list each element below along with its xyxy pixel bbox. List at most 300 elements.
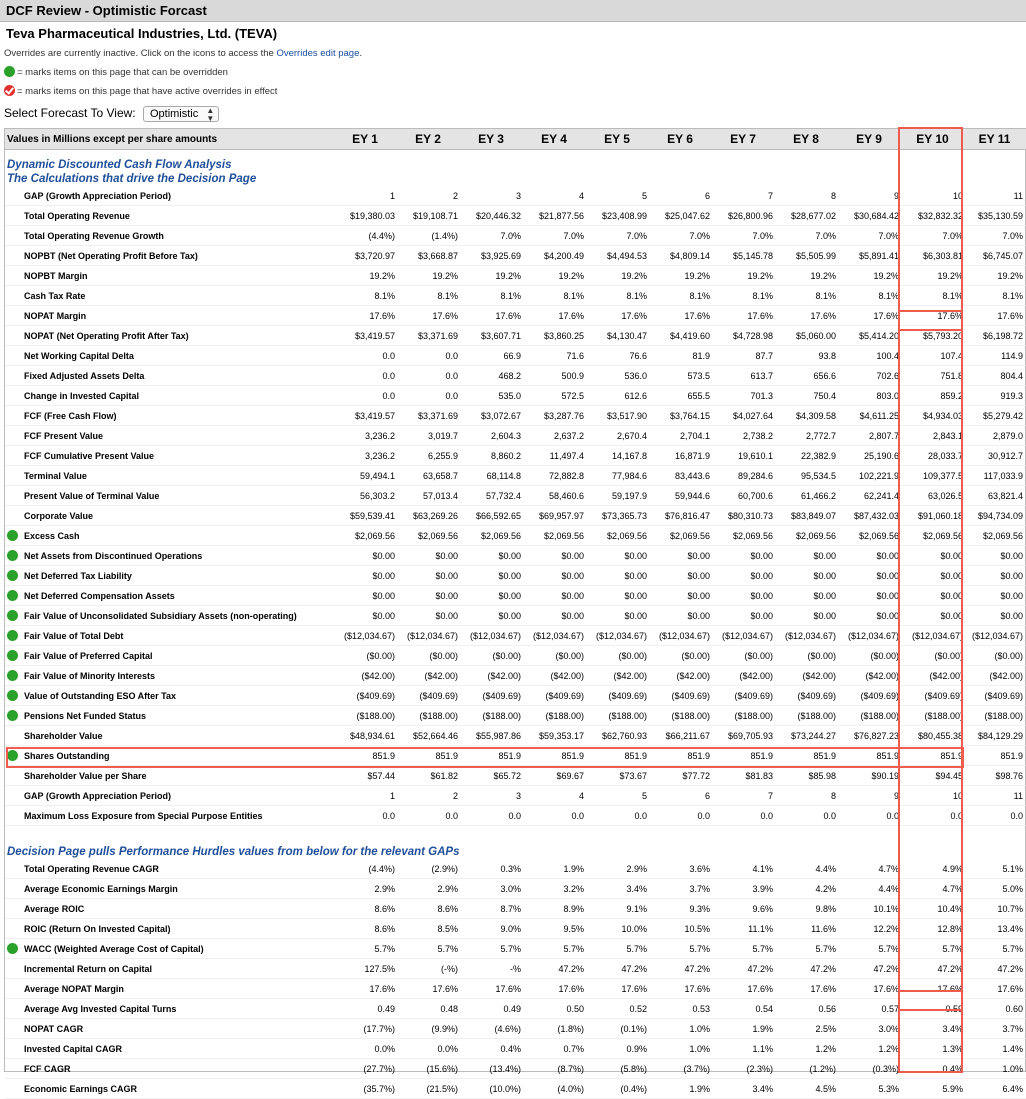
row-label-present-value-of-terminal-value xyxy=(5,486,335,506)
cell-value: $2,069.56 xyxy=(461,526,524,546)
cell-value: 0.49 xyxy=(461,999,524,1019)
cell-value: 89,284.6 xyxy=(713,466,776,486)
section1-title-row xyxy=(5,150,1026,187)
cell-value: 1.0% xyxy=(650,1019,713,1039)
cell-value: 5.3% xyxy=(839,1079,902,1099)
cell-value: ($188.00) xyxy=(335,706,398,726)
section1-title xyxy=(5,150,1026,187)
override-dot-icon[interactable] xyxy=(7,650,18,661)
company-name: Teva Pharmaceutical Industries, Ltd. (TEVA) xyxy=(6,26,278,41)
cell-value: 47.2% xyxy=(587,959,650,979)
cell-value: $84,129.29 xyxy=(966,726,1026,746)
cell-value: 81.9 xyxy=(650,346,713,366)
cell-value: ($42.00) xyxy=(902,666,966,686)
cell-value: 5.0% xyxy=(966,879,1026,899)
cell-value: 8.6% xyxy=(398,899,461,919)
row-label-text: NOPBT (Net Operating Profit Before Tax) xyxy=(24,250,198,261)
row-label-shares-outstanding xyxy=(5,746,335,766)
cell-value: 117,033.9 xyxy=(966,466,1026,486)
cell-value: 8.5% xyxy=(398,919,461,939)
cell-value: 10.1% xyxy=(839,899,902,919)
row-label-fixed-adjusted-assets-delta xyxy=(5,366,335,386)
table-row xyxy=(5,959,1026,979)
cell-value: $94.45 xyxy=(902,766,966,786)
cell-value: 9.0% xyxy=(461,919,524,939)
cell-value: 3,236.2 xyxy=(335,426,398,446)
cell-value: $4,027.64 xyxy=(713,406,776,426)
row-label-nopbt-margin xyxy=(5,266,335,286)
cell-value: ($12,034.67) xyxy=(650,626,713,646)
override-dot-icon[interactable] xyxy=(7,530,18,541)
cell-value: $0.00 xyxy=(966,566,1026,586)
cell-value: 5.7% xyxy=(902,939,966,959)
cell-value: 0.0 xyxy=(335,346,398,366)
cell-value: 851.9 xyxy=(966,746,1026,766)
cell-value: 3 xyxy=(461,186,524,206)
table-row xyxy=(5,1079,1026,1099)
cell-value: 22,382.9 xyxy=(776,446,839,466)
cell-value: $26,800.96 xyxy=(713,206,776,226)
cell-value: 0.0 xyxy=(398,386,461,406)
cell-value: $3,764.15 xyxy=(650,406,713,426)
cell-value: 468.2 xyxy=(461,366,524,386)
cell-value: $98.76 xyxy=(966,766,1026,786)
override-dot-icon[interactable] xyxy=(7,550,18,561)
cell-value: 19.2% xyxy=(524,266,587,286)
cell-value: $61.82 xyxy=(398,766,461,786)
cell-value: $0.00 xyxy=(335,546,398,566)
table-row xyxy=(5,806,1026,826)
row-label-total-operating-revenue-cagr xyxy=(5,859,335,879)
row-label-text: GAP (Growth Appreciation Period) xyxy=(24,190,172,201)
cell-value: 60,700.6 xyxy=(713,486,776,506)
cell-value: 5.7% xyxy=(713,939,776,959)
cell-value: $0.00 xyxy=(839,546,902,566)
cell-value: 0.0 xyxy=(966,806,1026,826)
cell-value: 5.9% xyxy=(902,1079,966,1099)
cell-value: 1.0% xyxy=(650,1039,713,1059)
row-label-nopat-cagr xyxy=(5,1019,335,1039)
cell-value: 0.0% xyxy=(398,1039,461,1059)
cell-value: 17.6% xyxy=(776,306,839,326)
override-dot-icon[interactable] xyxy=(7,630,18,641)
cell-value: ($0.00) xyxy=(713,646,776,666)
cell-value: 17.6% xyxy=(902,306,966,326)
cell-value: 7.0% xyxy=(966,226,1026,246)
cell-value: $4,419.60 xyxy=(650,326,713,346)
cell-value: 0.0 xyxy=(335,386,398,406)
cell-value: 87.7 xyxy=(713,346,776,366)
cell-value: $0.00 xyxy=(839,606,902,626)
cell-value: ($409.69) xyxy=(776,686,839,706)
row-label-text: NOPAT Margin xyxy=(24,310,87,321)
cell-value: 11.6% xyxy=(776,919,839,939)
row-label-invested-capital-cagr xyxy=(5,1039,335,1059)
cell-value: $0.00 xyxy=(398,546,461,566)
cell-value: 3.6% xyxy=(650,859,713,879)
override-dot-icon[interactable] xyxy=(7,750,18,761)
row-label-text: Fair Value of Total Debt xyxy=(24,630,124,641)
cell-value: 573.5 xyxy=(650,366,713,386)
cell-value: 17.6% xyxy=(587,306,650,326)
row-label-cash-tax-rate xyxy=(5,286,335,306)
cell-value: 2,772.7 xyxy=(776,426,839,446)
cell-value: ($42.00) xyxy=(398,666,461,686)
cell-value: 95,534.5 xyxy=(776,466,839,486)
cell-value: 17.6% xyxy=(966,306,1026,326)
table-row xyxy=(5,586,1026,606)
row-label-text: WACC (Weighted Average Cost of Capital) xyxy=(24,943,204,954)
cell-value: ($42.00) xyxy=(713,666,776,686)
cell-value: (4.0%) xyxy=(524,1079,587,1099)
row-label-text: Average ROIC xyxy=(24,903,85,914)
cell-value: $2,069.56 xyxy=(524,526,587,546)
cell-value: ($188.00) xyxy=(524,706,587,726)
cell-value: $35,130.59 xyxy=(966,206,1026,226)
cell-value: 66.9 xyxy=(461,346,524,366)
cell-value: 751.8 xyxy=(902,366,966,386)
cell-value: 8.9% xyxy=(524,899,587,919)
cell-value: ($188.00) xyxy=(713,706,776,726)
overrides-note xyxy=(4,48,362,59)
row-label-nopat-margin xyxy=(5,306,335,326)
cell-value: 0.0 xyxy=(398,366,461,386)
cell-value: ($0.00) xyxy=(524,646,587,666)
table-row xyxy=(5,706,1026,726)
cell-value: $2,069.56 xyxy=(650,526,713,546)
row-label-text: Total Operating Revenue Growth xyxy=(24,230,164,241)
table-row xyxy=(5,879,1026,899)
table-row xyxy=(5,766,1026,786)
row-label-shareholder-value-per-share xyxy=(5,766,335,786)
cell-value: $66,211.67 xyxy=(650,726,713,746)
cell-value: 47.2% xyxy=(524,959,587,979)
table-row xyxy=(5,939,1026,959)
cell-value: $2,069.56 xyxy=(839,526,902,546)
cell-value: 7.0% xyxy=(713,226,776,246)
cell-value: 1.2% xyxy=(839,1039,902,1059)
cell-value: 0.0 xyxy=(335,366,398,386)
cell-value: $69,705.93 xyxy=(713,726,776,746)
cell-value: ($12,034.67) xyxy=(966,626,1026,646)
row-label-shareholder-value xyxy=(5,726,335,746)
cell-value: $2,069.56 xyxy=(587,526,650,546)
cell-value: 6.4% xyxy=(966,1079,1026,1099)
cell-value: 0.56 xyxy=(776,999,839,1019)
section1-title-line1: Dynamic Discounted Cash Flow Analysis xyxy=(7,159,232,171)
cell-value: 7.0% xyxy=(839,226,902,246)
cell-value: 0.0 xyxy=(902,806,966,826)
cell-value: 8 xyxy=(776,186,839,206)
cell-value: 0.60 xyxy=(966,999,1026,1019)
row-label-gap-growth-appreciation-period xyxy=(5,786,335,806)
cell-value: ($12,034.67) xyxy=(461,626,524,646)
cell-value: -% xyxy=(461,959,524,979)
cell-value: $19,108.71 xyxy=(398,206,461,226)
row-label-terminal-value xyxy=(5,466,335,486)
cell-value: 3.0% xyxy=(839,1019,902,1039)
cell-value: (35.7%) xyxy=(335,1079,398,1099)
row-label-average-roic xyxy=(5,899,335,919)
cell-value: $23,408.99 xyxy=(587,206,650,226)
override-dot-icon[interactable] xyxy=(7,590,18,601)
cell-value: (27.7%) xyxy=(335,1059,398,1079)
row-label-text: Invested Capital CAGR xyxy=(24,1043,123,1054)
cell-value: $30,684.42 xyxy=(839,206,902,226)
cell-value: $6,198.72 xyxy=(966,326,1026,346)
cell-value: ($409.69) xyxy=(335,686,398,706)
row-label-value-of-outstanding-eso-after-tax xyxy=(5,686,335,706)
table-row xyxy=(5,726,1026,746)
row-label-excess-cash xyxy=(5,526,335,546)
cell-value: 500.9 xyxy=(524,366,587,386)
cell-value: 19.2% xyxy=(335,266,398,286)
override-dot-icon[interactable] xyxy=(7,570,18,581)
cell-value: 5.7% xyxy=(587,939,650,959)
row-label-text: Shareholder Value xyxy=(24,730,103,741)
cell-value: (1.2%) xyxy=(776,1059,839,1079)
cell-value: ($12,034.67) xyxy=(902,626,966,646)
cell-value: 0.0 xyxy=(335,806,398,826)
cell-value: ($188.00) xyxy=(776,706,839,726)
override-dot-icon[interactable] xyxy=(7,943,18,954)
cell-value: (9.9%) xyxy=(398,1019,461,1039)
table-row xyxy=(5,859,1026,879)
cell-value: 2,670.4 xyxy=(587,426,650,446)
cell-value: $0.00 xyxy=(650,606,713,626)
row-label-text: Net Deferred Compensation Assets xyxy=(24,590,175,601)
row-label-pensions-net-funded-status xyxy=(5,706,335,726)
cell-value: $5,060.00 xyxy=(776,326,839,346)
cell-value: (0.3%) xyxy=(839,1059,902,1079)
cell-value: $76,816.47 xyxy=(650,506,713,526)
cell-value: $0.00 xyxy=(650,586,713,606)
row-label-text: NOPAT CAGR xyxy=(24,1023,84,1034)
cell-value: ($409.69) xyxy=(461,686,524,706)
table-row xyxy=(5,746,1026,766)
cell-value: 9.1% xyxy=(587,899,650,919)
row-label-text: Maximum Loss Exposure from Special Purpose Entities xyxy=(24,810,263,821)
cell-value: 47.2% xyxy=(650,959,713,979)
cell-value: 11 xyxy=(966,186,1026,206)
table-row xyxy=(5,206,1026,226)
row-label-text: Average Avg Invested Capital Turns xyxy=(24,1003,177,1014)
cell-value: 107.4 xyxy=(902,346,966,366)
cell-value: $4,809.14 xyxy=(650,246,713,266)
cell-value: $25,047.62 xyxy=(650,206,713,226)
cell-value: $0.00 xyxy=(587,586,650,606)
cell-value: 655.5 xyxy=(650,386,713,406)
cell-value: 2,738.2 xyxy=(713,426,776,446)
cell-value: $4,130.47 xyxy=(587,326,650,346)
cell-value: $3,607.71 xyxy=(461,326,524,346)
cell-value: ($188.00) xyxy=(839,706,902,726)
cell-value: $5,793.20 xyxy=(902,326,966,346)
row-label-text: Fair Value of Minority Interests xyxy=(24,670,156,681)
select-arrows-icon: ▲ ▼ xyxy=(206,106,215,123)
cell-value: 127.5% xyxy=(335,959,398,979)
cell-value: 656.6 xyxy=(776,366,839,386)
cell-value: $0.00 xyxy=(335,566,398,586)
row-label-fair-value-of-minority-interests xyxy=(5,666,335,686)
cell-value: $0.00 xyxy=(776,606,839,626)
row-label-change-in-invested-capital xyxy=(5,386,335,406)
cell-value: 8.1% xyxy=(839,286,902,306)
cell-value: 851.9 xyxy=(461,746,524,766)
column-header: EY 1 xyxy=(335,129,398,150)
overrides-note-prefix: Overrides are currently inactive. Click on the icons to access the xyxy=(4,48,277,59)
cell-value: 19.2% xyxy=(461,266,524,286)
cell-value: 12.2% xyxy=(839,919,902,939)
cell-value: 1 xyxy=(335,786,398,806)
cell-value: ($42.00) xyxy=(839,666,902,686)
cell-value: $94,734.09 xyxy=(966,506,1026,526)
table-row xyxy=(5,426,1026,446)
forecast-select-row xyxy=(4,106,219,122)
row-label-text: Average Economic Earnings Margin xyxy=(24,883,178,894)
cell-value: 10.5% xyxy=(650,919,713,939)
cell-value: 5.1% xyxy=(966,859,1026,879)
cell-value: ($409.69) xyxy=(966,686,1026,706)
cell-value: $3,419.57 xyxy=(335,326,398,346)
cell-value: $0.00 xyxy=(335,586,398,606)
cell-value: ($42.00) xyxy=(966,666,1026,686)
cell-value: $0.00 xyxy=(461,566,524,586)
cell-value: $0.00 xyxy=(713,606,776,626)
cell-value: 77,984.6 xyxy=(587,466,650,486)
cell-value: 4.7% xyxy=(839,859,902,879)
cell-value: $0.00 xyxy=(776,546,839,566)
cell-value: 3.0% xyxy=(461,879,524,899)
row-label-incremental-return-on-capital xyxy=(5,959,335,979)
cell-value: 1.1% xyxy=(713,1039,776,1059)
cell-value: $20,446.32 xyxy=(461,206,524,226)
cell-value: $52,664.46 xyxy=(398,726,461,746)
column-header: EY 9 xyxy=(839,129,902,150)
cell-value: $3,925.69 xyxy=(461,246,524,266)
row-label-text: Change in Invested Capital xyxy=(24,390,140,401)
cell-value: 17.6% xyxy=(587,979,650,999)
cell-value: $2,069.56 xyxy=(335,526,398,546)
table-row xyxy=(5,899,1026,919)
cell-value: $19,380.03 xyxy=(335,206,398,226)
section2-title: Decision Page pulls Performance Hurdles values from below for the relevant GAPs xyxy=(7,846,460,858)
override-dot-icon[interactable] xyxy=(7,690,18,701)
row-label-fair-value-of-total-debt xyxy=(5,626,335,646)
cell-value: 535.0 xyxy=(461,386,524,406)
row-label-gap-growth-appreciation-period xyxy=(5,186,335,206)
cell-value: 59,494.1 xyxy=(335,466,398,486)
cell-value: 7.0% xyxy=(461,226,524,246)
row-label-text: Terminal Value xyxy=(24,470,87,481)
cell-value: 0.54 xyxy=(713,999,776,1019)
cell-value: ($12,034.67) xyxy=(839,626,902,646)
row-label-text: Total Operating Revenue xyxy=(24,210,130,221)
cell-value: 4.7% xyxy=(902,879,966,899)
cell-value: 19.2% xyxy=(650,266,713,286)
cell-value: 17.6% xyxy=(839,979,902,999)
cell-value: 17.6% xyxy=(524,306,587,326)
cell-value: $87,432.03 xyxy=(839,506,902,526)
window-title: DCF Review - Optimistic Forcast xyxy=(0,0,1026,22)
cell-value: 17.6% xyxy=(461,306,524,326)
cell-value: ($12,034.67) xyxy=(776,626,839,646)
cell-value: 4 xyxy=(524,786,587,806)
forecast-select[interactable] xyxy=(143,106,219,122)
cell-value: (21.5%) xyxy=(398,1079,461,1099)
row-label-text: Shares Outstanding xyxy=(24,750,110,761)
cell-value: 612.6 xyxy=(587,386,650,406)
cell-value: $57.44 xyxy=(335,766,398,786)
cell-value: 3.7% xyxy=(966,1019,1026,1039)
cell-value: ($409.69) xyxy=(524,686,587,706)
cell-value: 1.4% xyxy=(966,1039,1026,1059)
cell-value: $80,310.73 xyxy=(713,506,776,526)
cell-value: $5,414.20 xyxy=(839,326,902,346)
cell-value: 5.7% xyxy=(776,939,839,959)
cell-value: 19.2% xyxy=(398,266,461,286)
header-label: Values in Millions except per share amounts xyxy=(5,129,335,150)
cell-value: ($409.69) xyxy=(902,686,966,706)
cell-value: ($42.00) xyxy=(461,666,524,686)
cell-value: 0.53 xyxy=(650,999,713,1019)
cell-value: $28,677.02 xyxy=(776,206,839,226)
cell-value: 7.0% xyxy=(587,226,650,246)
cell-value: ($0.00) xyxy=(461,646,524,666)
cell-value: ($0.00) xyxy=(776,646,839,666)
cell-value: 10.4% xyxy=(902,899,966,919)
cell-value: 919.3 xyxy=(966,386,1026,406)
cell-value: 28,033.7 xyxy=(902,446,966,466)
cell-value: 0.3% xyxy=(461,859,524,879)
cell-value: $0.00 xyxy=(902,606,966,626)
cell-value: 4.2% xyxy=(776,879,839,899)
cell-value: 3.2% xyxy=(524,879,587,899)
red-legend-text: = marks items on this page that have active overrides in effect xyxy=(17,86,278,97)
cell-value: 0.50 xyxy=(524,999,587,1019)
cell-value: 8 xyxy=(776,786,839,806)
override-dot-icon[interactable] xyxy=(7,710,18,721)
cell-value: (8.7%) xyxy=(524,1059,587,1079)
column-header: EY 8 xyxy=(776,129,839,150)
row-label-total-operating-revenue-growth xyxy=(5,226,335,246)
override-dot-icon[interactable] xyxy=(7,670,18,681)
cell-value: 0.4% xyxy=(902,1059,966,1079)
row-label-text: Average NOPAT Margin xyxy=(24,983,124,994)
table-row xyxy=(5,326,1026,346)
row-label-nopbt-net-operating-profit-before-tax xyxy=(5,246,335,266)
cell-value: 114.9 xyxy=(966,346,1026,366)
cell-value: (17.7%) xyxy=(335,1019,398,1039)
cell-value: 803.0 xyxy=(839,386,902,406)
overrides-edit-link[interactable]: Overrides edit page xyxy=(276,48,360,59)
table-row xyxy=(5,626,1026,646)
cell-value: 3,236.2 xyxy=(335,446,398,466)
column-header: EY 7 xyxy=(713,129,776,150)
cell-value: $2,069.56 xyxy=(776,526,839,546)
cell-value: 1.3% xyxy=(902,1039,966,1059)
table-row xyxy=(5,366,1026,386)
cell-value: (4.6%) xyxy=(461,1019,524,1039)
row-label-net-working-capital-delta xyxy=(5,346,335,366)
override-dot-icon[interactable] xyxy=(7,610,18,621)
cell-value: $3,517.90 xyxy=(587,406,650,426)
cell-value: 57,013.4 xyxy=(398,486,461,506)
row-label-text: GAP (Growth Appreciation Period) xyxy=(24,790,172,801)
cell-value: 76.6 xyxy=(587,346,650,366)
column-header: EY 11 xyxy=(966,129,1026,150)
cell-value: 0.0 xyxy=(398,806,461,826)
